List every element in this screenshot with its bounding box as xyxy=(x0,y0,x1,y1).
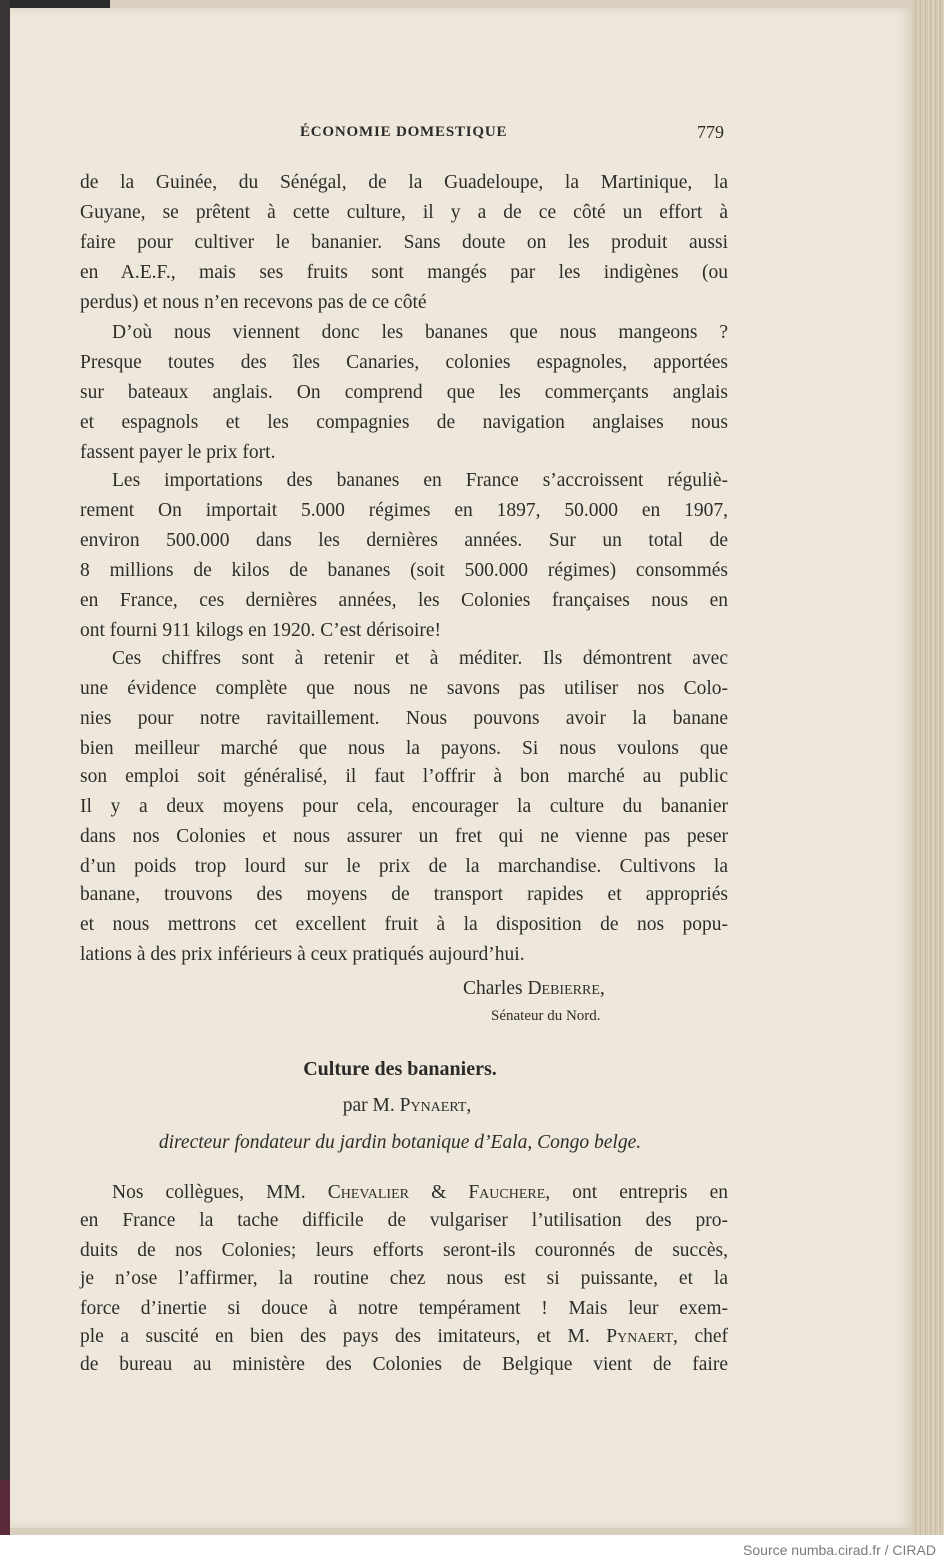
signature-surname: Debierre, xyxy=(527,978,605,999)
signature-role: Sénateur du Nord. xyxy=(491,1008,601,1024)
author-affiliation: directeur fondateur du jardin botanique d’Eala, Congo belge. xyxy=(158,1132,642,1153)
text-line: sur bateaux anglais. On comprend que les commerçants anglais xyxy=(80,382,728,403)
text-fragment: ple a suscité en bien des pays des imitateurs, et M. xyxy=(80,1326,590,1347)
source-credit: Source numba.cirad.fr / CIRAD xyxy=(743,1542,936,1558)
byline-name: Pynaert, xyxy=(399,1095,472,1116)
text-line: D’où nous viennent donc les bananes que nous mangeons ? xyxy=(112,322,728,343)
text-line: Ces chiffres sont à retenir et à méditer. Ils démontrent avec xyxy=(112,648,728,669)
text-fragment: ont entrepris en xyxy=(572,1182,728,1203)
text-line: et nous mettrons cet excellent fruit à la disposition de nos popu- xyxy=(80,914,728,935)
signature-first-name: Charles xyxy=(463,978,523,999)
text-line: et espagnols et les compagnies de navigation anglaises nous xyxy=(80,412,728,433)
text-line: fassent payer le prix fort. xyxy=(80,442,276,463)
text-line: en France, ces dernières années, les Colonies françaises nous en xyxy=(80,590,728,611)
text-line: une évidence complète que nous ne savons pas utiliser nos Colo- xyxy=(80,678,728,699)
text-fragment: Nos collègues, MM. xyxy=(112,1182,306,1203)
text-line: banane, trouvons des moyens de transport rapides et appropriés xyxy=(80,884,728,905)
text-line xyxy=(80,1322,728,1352)
text-line: Guyane, se prêtent à cette culture, il y a de ce côté un effort à xyxy=(80,202,728,223)
signature-name xyxy=(463,978,605,1000)
binding-edge-left-lower xyxy=(0,1480,10,1535)
text-line: en A.E.F., mais ses fruits sont mangés par les indigènes (ou xyxy=(80,262,728,283)
text-line: d’un poids trop lourd sur le prix de la marchandise. Cultivons la xyxy=(80,856,728,877)
text-line: de la Guinée, du Sénégal, de la Guadeloupe, la Martinique, la xyxy=(80,172,728,193)
name-fauchere: Fauchere, xyxy=(468,1182,551,1203)
binding-edge-left xyxy=(0,0,10,1535)
text-line: 8 millions de kilos de bananes (soit 500.000 régimes) consommés xyxy=(80,560,728,581)
text-line: duits de nos Colonies; leurs efforts seront-ils couronnés de succès, xyxy=(80,1240,728,1261)
text-line: de bureau au ministère des Colonies de Belgique vient de faire xyxy=(80,1354,728,1375)
text-line: dans nos Colonies et nous assurer un fret qui ne vienne pas peser xyxy=(80,826,728,847)
text-line: force d’inertie si douce à notre tempérament ! Mais leur exem- xyxy=(80,1298,728,1319)
byline xyxy=(0,1095,814,1117)
text-line: en France la tache difficile de vulgariser l’utilisation des pro- xyxy=(80,1210,728,1231)
text-line xyxy=(112,1178,728,1208)
text-fragment: & xyxy=(431,1182,447,1203)
text-line: son emploi soit généralisé, il faut l’offrir à bon marché au public xyxy=(80,766,728,787)
text-line: rement On importait 5.000 régimes en 1897, 50.000 en 1907, xyxy=(80,500,728,521)
text-line: environ 500.000 dans les dernières années. Sur un total de xyxy=(80,530,728,551)
page-number: 779 xyxy=(697,122,724,142)
byline-prefix: par M. xyxy=(342,1095,395,1116)
running-title: ÉCONOMIE DOMESTIQUE xyxy=(300,124,508,140)
text-line: Presque toutes des îles Canaries, colonies espagnoles, apportées xyxy=(80,352,728,373)
text-line: bien meilleur marché que nous la payons. Si nous voulons que xyxy=(80,738,728,759)
running-head xyxy=(0,122,944,146)
text-line: je n’ose l’affirmer, la routine chez nous est si puissante, et la xyxy=(80,1268,728,1289)
text-line: nies pour notre ravitaillement. Nous pouvons avoir la banane xyxy=(80,708,728,729)
section-title: Culture des bananiers. xyxy=(303,1058,497,1080)
text-fragment: chef xyxy=(694,1326,728,1347)
text-line: Il y a deux moyens pour cela, encourager la culture du bananier xyxy=(80,796,728,817)
name-chevalier: Chevalier xyxy=(327,1182,409,1203)
name-pynaert: Pynaert, xyxy=(606,1326,678,1347)
text-line: faire pour cultiver le bananier. Sans doute on les produit aussi xyxy=(80,232,728,253)
text-line: Les importations des bananes en France s’accroissent réguliè- xyxy=(112,470,728,491)
text-line: perdus) et nous n’en recevons pas de ce côté xyxy=(80,292,427,313)
page-stack-edges xyxy=(912,0,944,1535)
text-line: ont fourni 911 kilogs en 1920. C’est dérisoire! xyxy=(80,620,442,641)
text-line: lations à des prix inférieurs à ceux pratiqués aujourd’hui. xyxy=(80,944,525,965)
